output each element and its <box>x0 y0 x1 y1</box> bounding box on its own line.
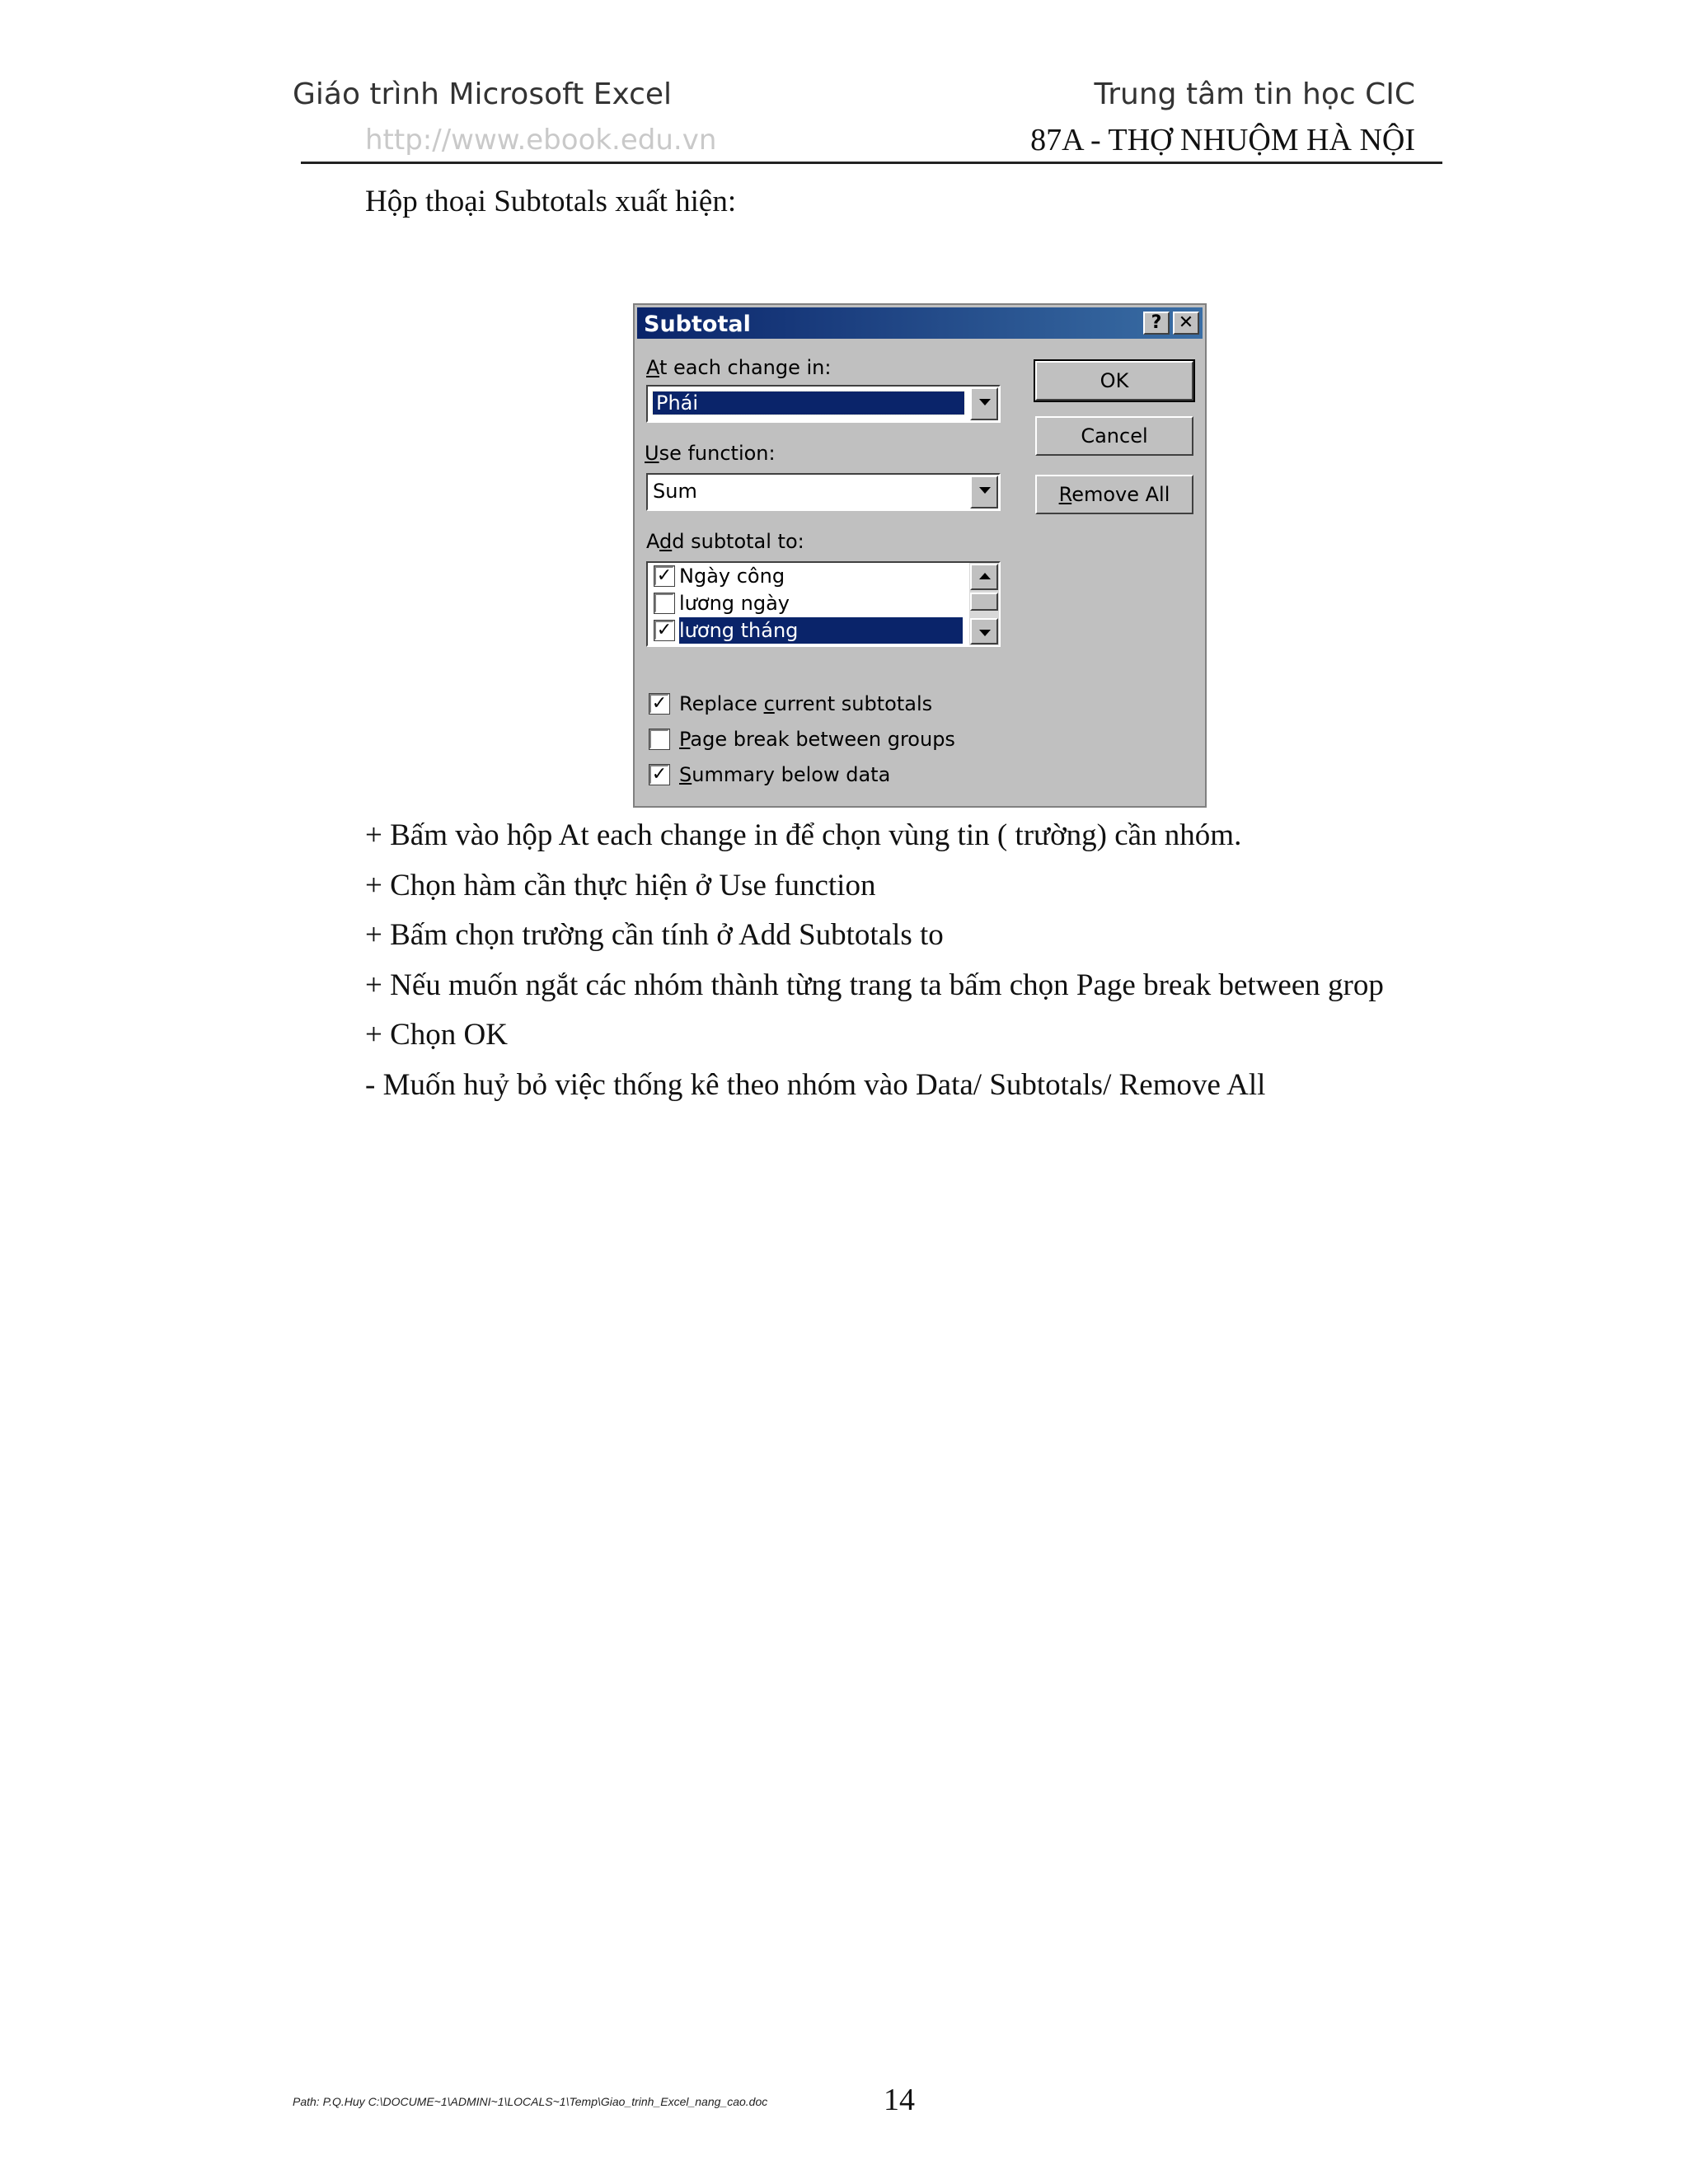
help-button[interactable] <box>1143 312 1170 335</box>
page-break-between-groups-checkbox[interactable] <box>649 729 669 749</box>
scroll-thumb[interactable] <box>970 593 998 611</box>
summary-below-data-checkbox[interactable]: ✓ <box>649 765 669 785</box>
remove-all-button[interactable]: Remove All <box>1035 475 1193 514</box>
scroll-down-button[interactable] <box>970 618 998 644</box>
replace-current-subtotals-label: Replace current subtotals <box>679 692 933 715</box>
list-item[interactable]: lương ngày <box>651 590 966 616</box>
use-function-dropdown-button[interactable] <box>970 476 998 509</box>
cancel-button[interactable]: Cancel <box>1035 416 1193 456</box>
add-subtotal-listbox[interactable] <box>646 561 1001 647</box>
header-center-name: Trung tâm tin học CIC <box>1094 77 1415 111</box>
header-divider <box>301 162 1442 164</box>
use-function-select[interactable] <box>646 473 1001 511</box>
list-item: + Bấm vào hộp At each change in để chọn vùng tin ( trường) cần nhóm. <box>365 818 1242 852</box>
intro-text: Hộp thoại Subtotals xuất hiện: <box>365 185 737 218</box>
list-item: + Chọn hàm cần thực hiện ở Use function <box>365 869 876 902</box>
use-function-label: Use function: <box>645 442 776 465</box>
at-each-change-label: At each change in: <box>646 356 832 379</box>
chevron-down-icon <box>979 630 991 636</box>
close-icon: ✕ <box>1178 312 1194 333</box>
list-item[interactable]: ✓ lương tháng <box>651 617 966 644</box>
close-button[interactable] <box>1173 312 1199 335</box>
listbox-scrollbar[interactable] <box>969 563 999 645</box>
field-checkbox-luong-thang[interactable]: ✓ <box>654 621 674 640</box>
dialog-title: Subtotal <box>644 312 751 337</box>
footer-file-path: Path: P.Q.Huy C:\DOCUME~1\ADMINI~1\LOCALS~1\Temp\Giao_trinh_Excel_nang_cao.doc <box>293 2095 768 2108</box>
ok-button[interactable]: OK <box>1035 361 1193 401</box>
chevron-up-icon <box>979 573 991 579</box>
page-break-between-groups-label: Page break between groups <box>679 728 955 751</box>
at-each-change-select[interactable] <box>646 385 1001 423</box>
list-item: + Nếu muốn ngắt các nhóm thành từng trang ta bấm chọn Page break between grop <box>365 968 1384 1002</box>
list-item: + Chọn OK <box>365 1018 508 1052</box>
page-number: 14 <box>884 2083 915 2117</box>
chevron-down-icon <box>979 399 991 405</box>
dialog-titlebar <box>637 307 1203 339</box>
list-item[interactable]: ✓ Ngày công <box>651 563 966 589</box>
list-item: - Muốn huỷ bỏ việc thống kê theo nhóm vào Data/ Subtotals/ Remove All <box>365 1068 1266 1102</box>
field-checkbox-luong-ngay[interactable] <box>654 593 674 613</box>
header-address: 87A - THỢ NHUỘM HÀ NỘI <box>1030 123 1415 157</box>
at-each-change-dropdown-button[interactable] <box>970 387 998 420</box>
chevron-down-icon <box>979 487 991 494</box>
at-each-change-value: Phái <box>653 391 964 415</box>
list-item: + Bấm chọn trường cần tính ở Add Subtotals to <box>365 918 944 952</box>
replace-current-subtotals-checkbox[interactable]: ✓ <box>649 694 669 714</box>
field-checkbox-ngay-cong[interactable]: ✓ <box>654 566 674 586</box>
help-icon: ? <box>1151 312 1162 333</box>
add-subtotal-label: Add subtotal to: <box>646 530 804 553</box>
scroll-up-button[interactable] <box>970 564 998 590</box>
subtotal-dialog <box>633 303 1207 808</box>
use-function-value: Sum <box>653 480 697 503</box>
header-course-title: Giáo trình Microsoft Excel <box>293 77 673 111</box>
summary-below-data-label: Summary below data <box>679 763 891 786</box>
header-website-url: http://www.ebook.edu.vn <box>365 124 717 157</box>
